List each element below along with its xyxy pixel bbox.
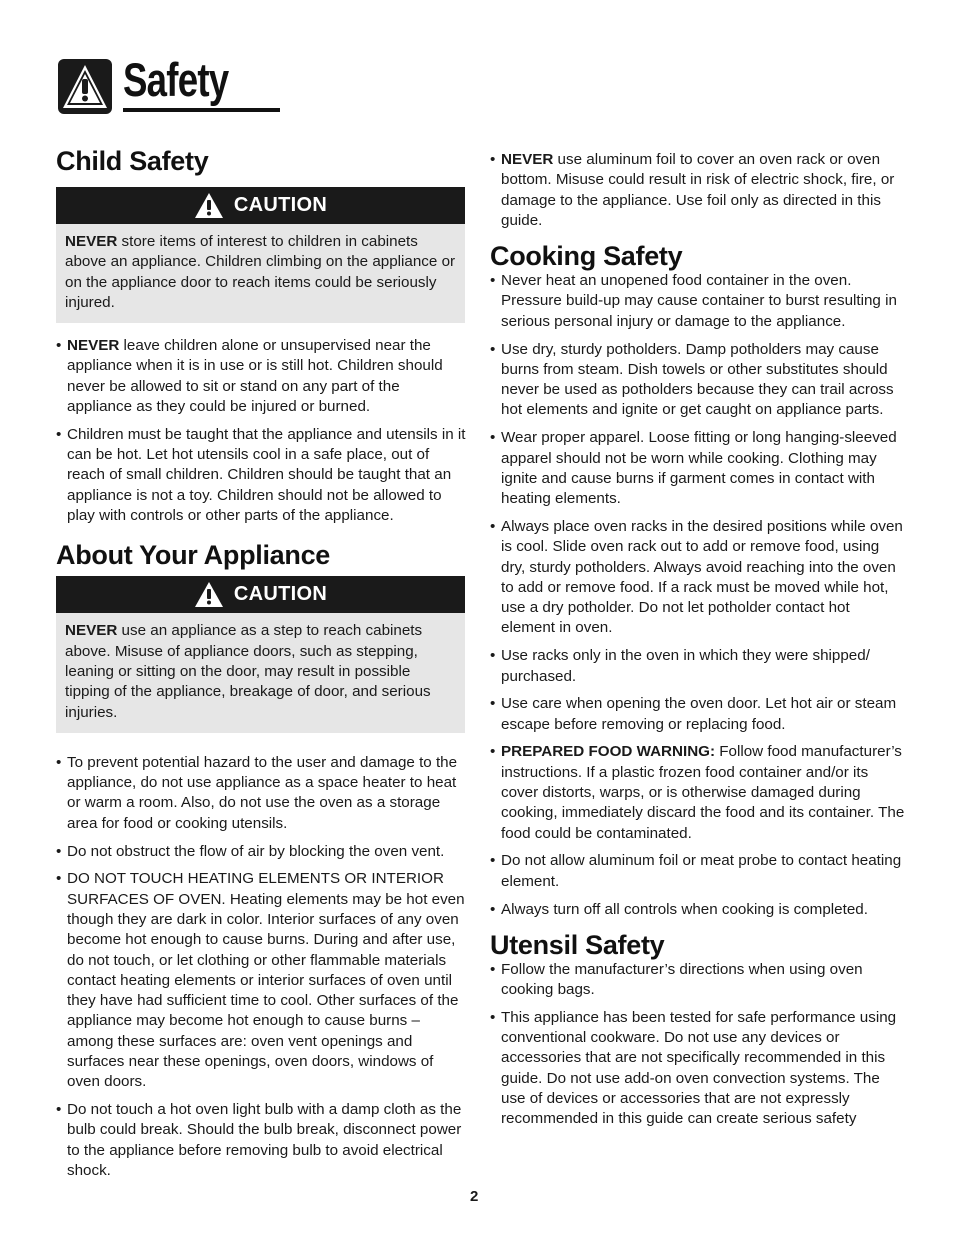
list-item-text: Follow the manufacturer’s directions when using oven cooking bags.	[501, 960, 863, 999]
list-item: • Do not touch a hot oven light bulb with a damp cloth as the bulb could break. Should the bulb break, disconnect power to the appliance before removing bulb to avoid electrical shock.	[56, 1101, 462, 1179]
about-appliance-list	[56, 753, 466, 1181]
cooking-safety-list	[490, 271, 906, 920]
list-item: • Use dry, sturdy potholders. Damp potholders may cause burns from steam. Dish towels or other substitutes should never be used as potholders because they can trail across hot elements and ignite or get caught on appliance parts.	[490, 340, 894, 419]
list-item: • Never heat an unopened food container in the oven. Pressure build-up may cause container to burst resulting in serious personal injury or damage to the appliance.	[490, 272, 897, 330]
left-column	[56, 140, 466, 1189]
list-item: • Do not allow aluminum foil or meat probe to contact heating element.	[490, 852, 902, 890]
list-item: • Wear proper apparel. Loose fitting or long hanging-sleeved apparel should not be worn while cooking. Clothing may ignite and cause burns if garment comes in contact with heating elements.	[490, 429, 897, 508]
caution-text	[56, 224, 465, 323]
list-item: • Use care when opening the oven door. Let hot air or steam escape before removing or replacing food.	[490, 695, 897, 733]
foil-warning-list	[490, 150, 906, 231]
about-appliance-heading: About Your Appliance	[56, 540, 331, 571]
list-item-text: Follow food manufacturer’s instructions. If a plastic frozen food container and/or its cover distorts, warps, or is otherwise damaged during cooking, immediately discard the food and its container. The food could be contaminated.	[501, 743, 905, 842]
caution-bar	[56, 576, 465, 613]
list-item-text: Do not allow aluminum foil or meat probe to contact heating element.	[501, 852, 902, 890]
list-item-lead: NEVER	[67, 337, 120, 355]
list-item: • Always turn off all controls when cooking is completed.	[490, 900, 868, 918]
list-item: • PREPARED FOOD WARNING: Follow food manufacturer’s instructions. If a plastic frozen food container and/or its cover distorts, warps, or is otherwise damaged during cooking, immediately discard the food and its container. The food could be contaminated.	[490, 743, 905, 842]
warning-icon	[57, 58, 113, 115]
child-safety-list	[56, 336, 466, 526]
list-item: • Use racks only in the oven in which they were shipped/ purchased.	[490, 647, 870, 685]
list-item: • Always place oven racks in the desired positions while oven is cool. Slide oven rack out to add or remove food, using dry, sturdy potholders. Always avoid reaching into the oven to add or remove food. If a rack must be moved while hot, use a dry potholder. Do not let potholder contact hot element in oven.	[490, 517, 903, 637]
list-item: • NEVER use aluminum foil to cover an oven rack or oven bottom. Misuse could result in risk of electric shock, fire, or damage to the appliance. Use foil only as directed in this guide.	[490, 151, 895, 229]
caution-lead: NEVER	[65, 233, 118, 250]
page-title: Safety	[123, 53, 229, 106]
list-item-text: Wear proper apparel. Loose fitting or long hanging-sleeved apparel should not be worn while cooking. Clothing may ignite and cause burns if garment comes in contact with heating elements.	[501, 429, 897, 508]
right-column	[490, 150, 906, 1137]
list-item-lead: PREPARED FOOD WARNING:	[501, 743, 716, 761]
list-item-lead: NEVER	[501, 151, 554, 168]
caution-icon	[194, 581, 224, 608]
list-item: • Follow the manufacturer’s directions when using oven cooking bags.	[490, 960, 863, 999]
list-item-text: This appliance has been tested for safe performance using conventional cookware. Do not use any devices or accessories that are not specifically recommended in this guide. Do not use add-on oven convection systems. The use of devices or accessories that are not expressly recommended in this guide can create serious safety	[501, 1008, 897, 1128]
caution-text	[56, 613, 465, 732]
caution-body: use an appliance as a step to reach cabinets above. Misuse of appliance doors, such as stepping, leaning or sitting on the door, may result in possible tipping of the appliance, breakage of door, and serious injuries.	[65, 622, 431, 721]
list-item-text: Use racks only in the oven in which they were shipped/ purchased.	[501, 647, 870, 685]
cooking-safety-heading: Cooking Safety	[490, 241, 683, 272]
list-item: • Children must be taught that the appliance and utensils in it can be hot. Let hot utensils cool in a safe place, out of reach of small children. Children should be taught that an appliance is not a toy. Children should not be allowed to play with controls or other parts of the appliance.	[56, 425, 466, 525]
list-item-text: use aluminum foil to cover an oven rack or oven bottom. Misuse could result in risk of electric shock, fire, or damage to the appliance. Use foil only as directed in this guide.	[501, 151, 895, 229]
list-item-text: Never heat an unopened food container in the oven. Pressure build-up may cause container to burst resulting in serious personal injury or damage to the appliance.	[501, 272, 897, 330]
about-appliance-caution-box	[56, 576, 465, 732]
caution-icon	[194, 192, 224, 219]
child-safety-caution-box	[56, 187, 465, 323]
child-safety-heading: Child Safety	[56, 146, 209, 176]
list-item-text: Children must be taught that the appliance and utensils in it can be hot. Let hot utensils cool in a safe place, out of reach of small children. Children should be taught that an appliance is not a toy. Children should not be allowed to play with controls or other parts of the appliance.	[67, 425, 466, 525]
caution-body: store items of interest to children in cabinets above an appliance. Children climbing on the appliance or on the appliance door to reach items could be seriously injured.	[65, 233, 456, 311]
caution-lead: NEVER	[65, 622, 118, 640]
title-underline	[123, 108, 280, 112]
list-item-text: Do not touch a hot oven light bulb with a damp cloth as the bulb could break. Should the bulb break, disconnect power to the appliance before removing bulb to avoid electrical shock.	[67, 1101, 462, 1179]
utensil-safety-heading: Utensil Safety	[490, 929, 665, 960]
caution-bar	[56, 187, 465, 224]
list-item-text: leave children alone or unsupervised near the appliance when it is in use or is still hot. Children should never be allowed to sit or stand on any part of the appliance as they could be injured or burned.	[67, 337, 443, 416]
caution-label: CAUTION	[233, 583, 328, 606]
list-item-text: Always place oven racks in the desired positions while oven is cool. Slide oven rack out to add or remove food, using dry, sturdy potholders. Always avoid reaching into the oven to add or remove food. If a rack must be moved while hot, use a dry potholder. Do not let potholder contact hot element in oven.	[501, 517, 903, 637]
list-item-text: Use care when opening the oven door. Let hot air or steam escape before removing or replacing food.	[501, 695, 897, 733]
list-item: • This appliance has been tested for safe performance using conventional cookware. Do not use any devices or accessories that are not specifically recommended in this guide. Do not use add-on oven convection systems. The use of devices or accessories that are not expressly recommended in this guide can create serious safety	[490, 1008, 897, 1128]
list-item: • To prevent potential hazard to the user and damage to the appliance, do not use appliance as a space heater to heat or warm a room. Also, do not use the oven as a storage area for food or cooking utensils.	[56, 753, 458, 832]
list-item: • Do not obstruct the flow of air by blocking the oven vent.	[56, 842, 445, 860]
list-item-text: Use dry, sturdy potholders. Damp potholders may cause burns from steam. Dish towels or other substitutes should never be used as potholders because they can trail across hot elements and ignite or get caught on appliance parts.	[501, 340, 894, 419]
list-item: • NEVER leave children alone or unsupervised near the appliance when it is in use or is still hot. Children should never be allowed to sit or stand on any part of the appliance as they could be injured or burned.	[56, 337, 443, 416]
caution-label: CAUTION	[233, 194, 328, 216]
list-item: • DO NOT TOUCH HEATING ELEMENTS OR INTERIOR SURFACES OF OVEN. Heating elements may be hot even though they are dark in color. Interior surfaces of any oven become hot enough to cause burns. During and after use, do not touch, or let clothing or other flammable materials contact heating elements or interior surfaces of oven until they have had sufficient time to cool. Other surfaces of the appliance may become hot enough to cause burns – among these surfaces are: oven vent openings and surfaces near these openings, oven doors, windows of oven doors.	[56, 870, 465, 1091]
list-item-text: To prevent potential hazard to the user and damage to the appliance, do not use appliance as a space heater to heat or warm a room. Also, do not use the oven as a storage area for food or cooking utensils.	[67, 753, 458, 832]
utensil-safety-list	[490, 960, 906, 1130]
list-item-text: DO NOT TOUCH HEATING ELEMENTS OR INTERIOR SURFACES OF OVEN. Heating elements may be hot even though they are dark in color. Interior surfaces of any oven become hot enough to cause burns. During and after use, do not touch, or let clothing or other flammable materials contact heating elements or interior surfaces of oven until they have had sufficient time to cool. Other surfaces of the appliance may become hot enough to cause burns – among these surfaces are: oven vent openings and surfaces near these openings, oven doors, windows of oven doors.	[67, 870, 465, 1091]
list-item-text: Do not obstruct the flow of air by blocking the oven vent.	[67, 842, 445, 860]
page-number: 2	[470, 1188, 479, 1205]
list-item-text: Always turn off all controls when cooking is completed.	[501, 900, 868, 918]
